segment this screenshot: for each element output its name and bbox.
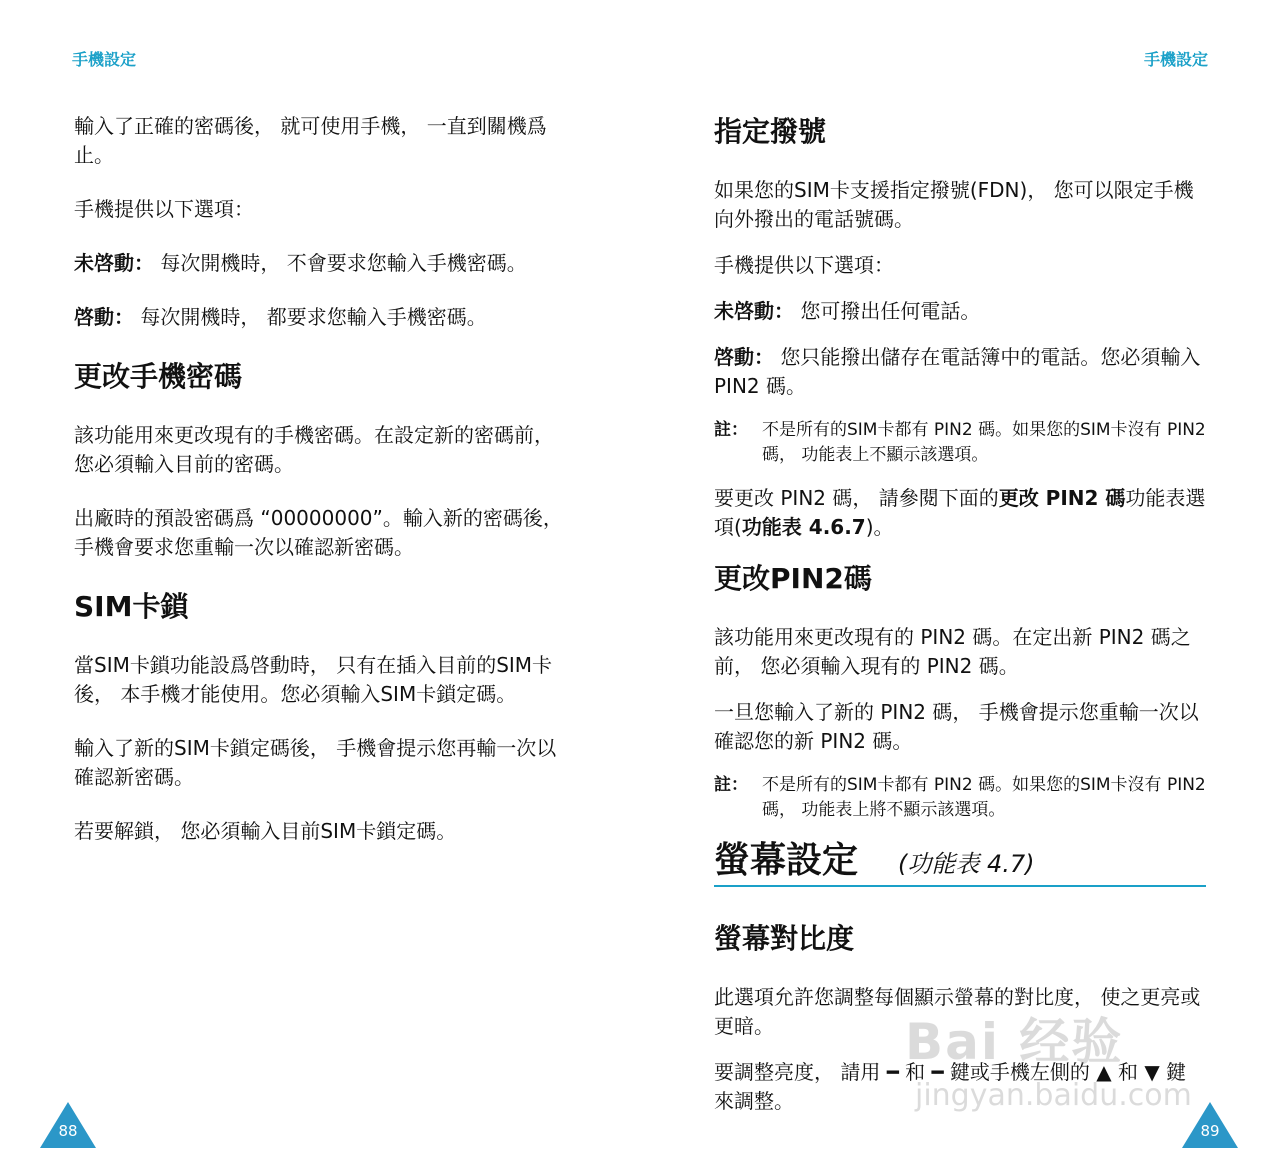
paragraph: 要調整亮度， 請用 ━ 和 ━ 鍵或手機左側的 ▲ 和 ▼ 鍵來調整。	[714, 1060, 1187, 1113]
paragraph: 輸入了新的SIM卡鎖定碼後， 手機會提示您再輸一次以確認新密碼。	[74, 736, 557, 789]
paragraph: 當SIM卡鎖功能設爲啓動時， 只有在插入目前的SIM卡後， 本手機才能使用。您必須輸入SIM卡鎖定碼。	[74, 653, 553, 706]
paragraph: 該功能用來更改現有的 PIN2 碼。在定出新 PIN2 碼之前， 您必須輸入現有的 PIN2 碼。	[714, 625, 1191, 678]
right-column	[714, 112, 1206, 1133]
text-run: 要更改 PIN2 碼， 請參閱下面的	[714, 486, 999, 510]
option-text: 您可撥出任何電話。	[794, 299, 981, 323]
text-run: 功能表選項(	[714, 486, 1206, 539]
page-number-badge	[40, 1102, 96, 1148]
paragraph: 手機提供以下選項：	[714, 253, 894, 277]
option-text: 每次開機時， 都要求您輸入手機密碼。	[134, 305, 487, 329]
note	[714, 773, 1206, 823]
section-heading-screen-settings	[714, 839, 1206, 887]
option-on	[74, 303, 569, 332]
page-number: 89	[1200, 1122, 1220, 1140]
section-menu-number: (功能表 4.7)	[898, 850, 1035, 878]
heading-change-phone-password: 更改手機密碼	[74, 360, 243, 393]
heading-sim-lock: SIM卡鎖	[74, 590, 189, 623]
watermark-text: Bai 经验	[905, 1013, 1124, 1071]
text-run: )。	[865, 515, 894, 539]
section-title: 螢幕設定	[714, 840, 859, 881]
left-column	[74, 112, 569, 871]
paragraph: 此選項允許您調整每個顯示螢幕的對比度， 使之更亮或更暗。	[714, 985, 1201, 1038]
note	[714, 418, 1206, 468]
option-on	[714, 343, 1206, 401]
paragraph: 該功能用來更改現有的手機密碼。在設定新的密碼前， 您必須輸入目前的密碼。	[74, 423, 554, 476]
heading-change-pin2: 更改PIN2碼	[714, 562, 872, 595]
option-label: 啓動：	[74, 305, 134, 329]
paragraph: 如果您的SIM卡支援指定撥號(FDN)， 您可以限定手機向外撥出的電話號碼。	[714, 178, 1194, 231]
note-text: 不是所有的SIM卡都有 PIN2 碼。如果您的SIM卡沒有 PIN2 碼， 功能表上不顯示該選項。	[762, 420, 1206, 465]
watermark-logo	[905, 990, 1205, 1115]
option-label: 啓動：	[714, 345, 774, 369]
option-text: 每次開機時， 不會要求您輸入手機密碼。	[154, 251, 527, 275]
running-head: 手機設定	[1143, 50, 1208, 69]
option-label: 未啓動：	[714, 299, 794, 323]
paragraph: 輸入了正確的密碼後， 就可使用手機， 一直到關機爲止。	[74, 114, 547, 167]
note-text: 不是所有的SIM卡都有 PIN2 碼。如果您的SIM卡沒有 PIN2 碼， 功能表上將不顯示該選項。	[762, 775, 1206, 820]
running-head: 手機設定	[72, 50, 137, 69]
paragraph: 若要解鎖， 您必須輸入目前SIM卡鎖定碼。	[74, 819, 457, 843]
option-off	[74, 249, 569, 278]
page-number: 88	[58, 1122, 78, 1140]
note-label: 註：	[714, 775, 748, 795]
paragraph: 手機提供以下選項：	[74, 197, 254, 221]
menu-reference: 更改 PIN2 碼	[998, 486, 1126, 510]
paragraph: 出廠時的預設密碼爲 “00000000”。輸入新的密碼後， 手機會要求您重輸一次以確認新密碼。	[74, 506, 563, 559]
paragraph	[714, 484, 1206, 542]
option-off	[714, 297, 1206, 326]
paragraph: 一旦您輸入了新的 PIN2 碼， 手機會提示您重輸一次以確認您的新 PIN2 碼。	[714, 700, 1199, 753]
menu-number: 功能表 4.6.7	[741, 515, 866, 539]
watermark-url: jingyan.baidu.com	[915, 1078, 1192, 1113]
heading-screen-contrast: 螢幕對比度	[714, 922, 855, 955]
heading-fixed-dialing: 指定撥號	[714, 115, 827, 148]
note-label: 註：	[714, 420, 748, 440]
option-label: 未啓動：	[74, 251, 154, 275]
option-text: 您只能撥出儲存在電話簿中的電話。您必須輸入 PIN2 碼。	[714, 345, 1201, 398]
